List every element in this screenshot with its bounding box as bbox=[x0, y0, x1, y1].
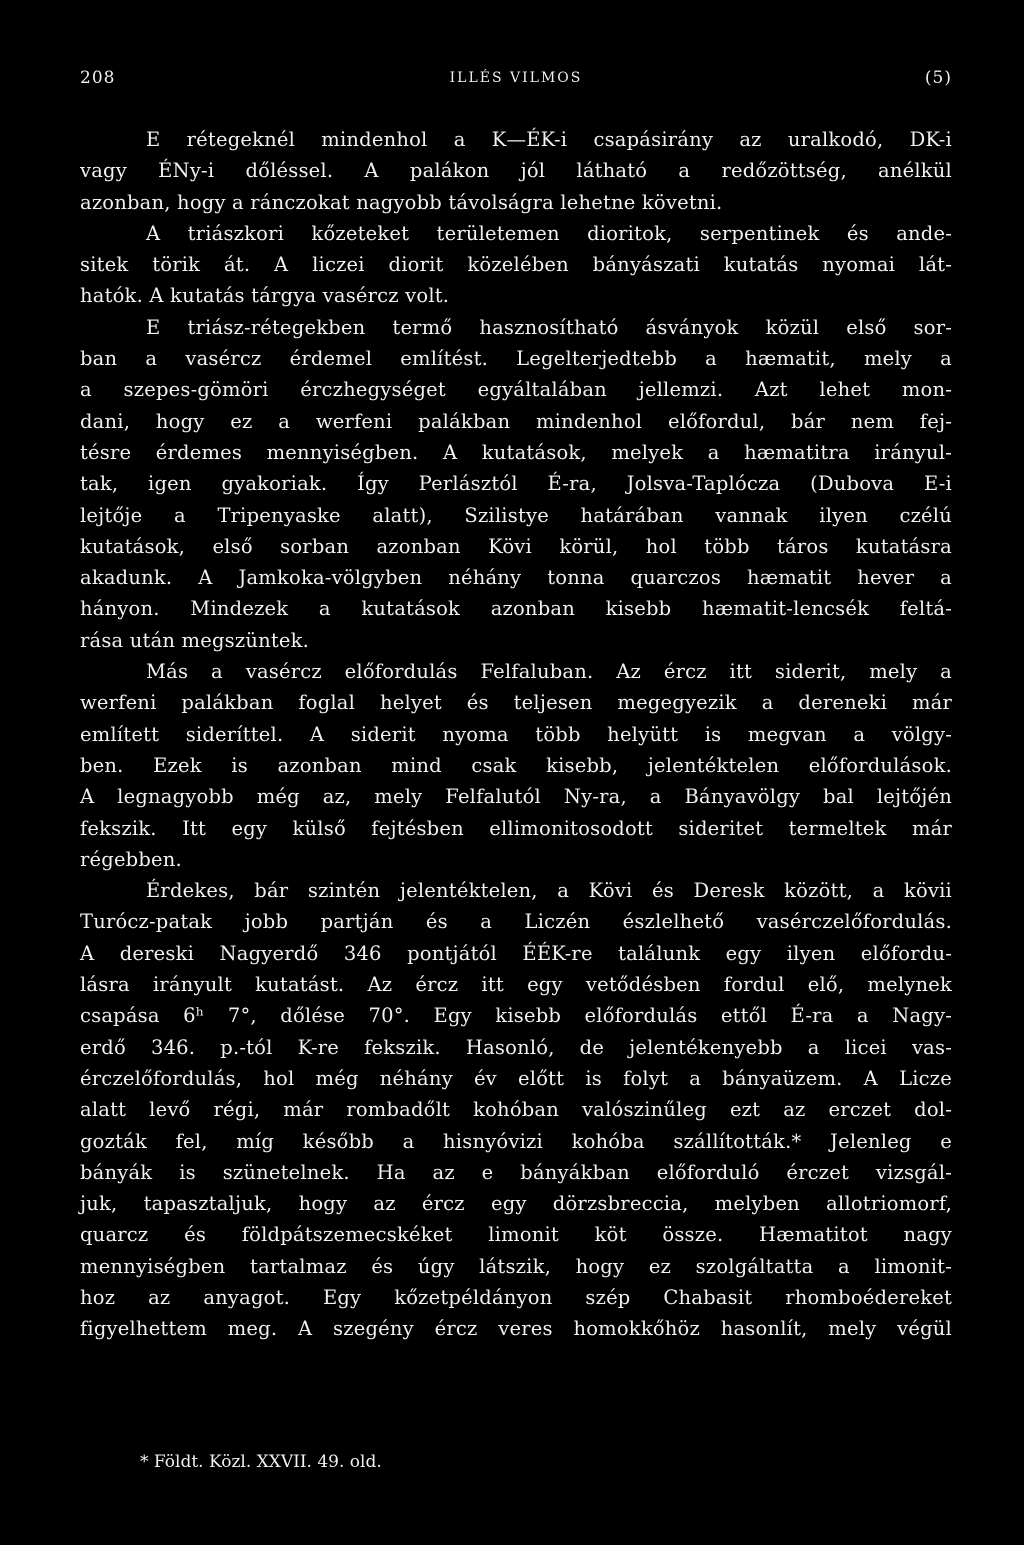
text-line: A dereski Nagyerdő 346 pontjától ÉÉK-re találunk egy ilyen előfordu- bbox=[80, 941, 952, 965]
text-line: akadunk. A Jamkoka-völgyben néhány tonna quarczos hæmatit hever a bbox=[80, 566, 952, 590]
text-line: E triász-rétegekben termő hasznosítható ásványok közül első sor- bbox=[146, 315, 952, 339]
text-line: dani, hogy ez a werfeni palákban mindenhol előfordul, bár nem fej- bbox=[80, 409, 952, 433]
text-line: azonban, hogy a ránczokat nagyobb távolságra lehetne követni. bbox=[80, 190, 723, 214]
text-line: Turócz-patak jobb partján és a Liczén észlelhető vasérczelőfordulás. bbox=[80, 910, 952, 934]
text-line: alatt levő régi, már rombadőlt kohóban valószinűleg ezt az erczet dol- bbox=[80, 1098, 952, 1122]
text-line: erdő 346. p.-tól K-re fekszik. Hasonló, de jelentékenyebb a licei vas- bbox=[80, 1035, 952, 1059]
page-header bbox=[80, 68, 952, 98]
text-line: juk, tapasztaljuk, hogy az ércz egy dörzsbreccia, melyben allotriomorf, bbox=[80, 1192, 952, 1216]
text-line: hoz az anyagot. Egy kőzetpéldányon szép Chabasit rhomboédereket bbox=[80, 1285, 952, 1309]
page-number: 208 bbox=[80, 68, 116, 88]
text-line: a szepes-gömöri érczhegységet egyáltalában jellemzi. Azt lehet mon- bbox=[80, 378, 952, 402]
text-line: quarcz és földpátszemecskéket limonit köt össze. Hæmatitot nagy bbox=[80, 1223, 952, 1247]
text-line: Érdekes, bár szintén jelentéktelen, a Kövi és Deresk között, a kövii bbox=[146, 879, 952, 903]
text-line: Más a vasércz előfordulás Felfaluban. Az ércz itt siderit, mely a bbox=[146, 660, 952, 684]
text-line: lásra irányult kutatást. Az ércz itt egy vetődésben fordul elő, melynek bbox=[80, 973, 952, 997]
text-line: ban a vasércz érdemel említést. Legelterjedtebb a hæmatit, mely a bbox=[80, 347, 952, 371]
text-line: fekszik. Itt egy külső fejtésben ellimonitosodott sideritet termeltek már bbox=[80, 816, 952, 840]
text-line: ben. Ezek is azonban mind csak kisebb, jelentéktelen előfordulások. bbox=[80, 753, 952, 777]
text-line: mennyiségben tartalmaz és úgy látszik, hogy ez szolgáltatta a limonit- bbox=[80, 1254, 952, 1278]
body-text bbox=[80, 124, 952, 1345]
text-line: lejtője a Tripenyaske alatt), Szilistye határában vannak ilyen czélú bbox=[80, 503, 952, 527]
text-line: vagy ÉNy-i dőléssel. A palákon jól látható a redőzöttség, anélkül bbox=[80, 159, 952, 183]
text-line: csapása 6ʰ 7°, dőlése 70°. Egy kisebb előfordulás ettől É-ra a Nagy- bbox=[80, 1004, 952, 1028]
footnote: * Földt. Közl. XXVII. 49. old. bbox=[140, 1452, 382, 1472]
text-line: hányon. Mindezek a kutatások azonban kisebb hæmatit-lencsék feltá- bbox=[80, 597, 952, 621]
text-line: E rétegeknél mindenhol a K—ÉK-i csapásirány az uralkodó, DK-i bbox=[146, 128, 952, 151]
text-line: bányák is szünetelnek. Ha az e bányákban előforduló érczet vizsgál- bbox=[80, 1160, 952, 1184]
text-line: régebben. bbox=[80, 847, 182, 871]
text-line: gozták fel, míg később a hisnyóvizi kohóba szállították.* Jelenleg e bbox=[80, 1129, 952, 1153]
text-line: A legnagyobb még az, mely Felfalutól Ny-ra, a Bányavölgy bal lejtőjén bbox=[80, 785, 952, 809]
text-line: figyelhettem meg. A szegény ércz veres homokkőhöz hasonlít, mely végül bbox=[80, 1317, 952, 1341]
text-line: hatók. A kutatás tárgya vasércz volt. bbox=[80, 284, 450, 308]
text-line: sitek törik át. A liczei diorit közelében bányászati kutatás nyomai lát- bbox=[80, 253, 952, 277]
text-line: A triászkori kőzeteket területemen dioritok, serpentinek és ande- bbox=[146, 221, 952, 245]
text-line: tak, igen gyakoriak. Így Perlásztól É-ra, Jolsva-Taplócza (Dubova E-i bbox=[80, 472, 952, 496]
text-line: rása után megszüntek. bbox=[80, 628, 310, 652]
text-line: kutatások, első sorban azonban Kövi körül, hol több táros kutatásra bbox=[80, 534, 952, 558]
text-line: érczelőfordulás, hol még néhány év előtt is folyt a bányaüzem. A Licze bbox=[80, 1066, 952, 1090]
text-line: említett sideríttel. A siderit nyoma több helyütt is megvan a völgy- bbox=[80, 722, 952, 746]
text-line: tésre érdemes mennyiségben. A kutatások, melyek a hæmatitra irányul- bbox=[80, 440, 952, 464]
text-line: werfeni palákban foglal helyet és teljesen megegyezik a dereneki már bbox=[80, 691, 952, 715]
section-number: (5) bbox=[924, 68, 952, 88]
running-title: ILLÉS VILMOS bbox=[449, 70, 583, 86]
